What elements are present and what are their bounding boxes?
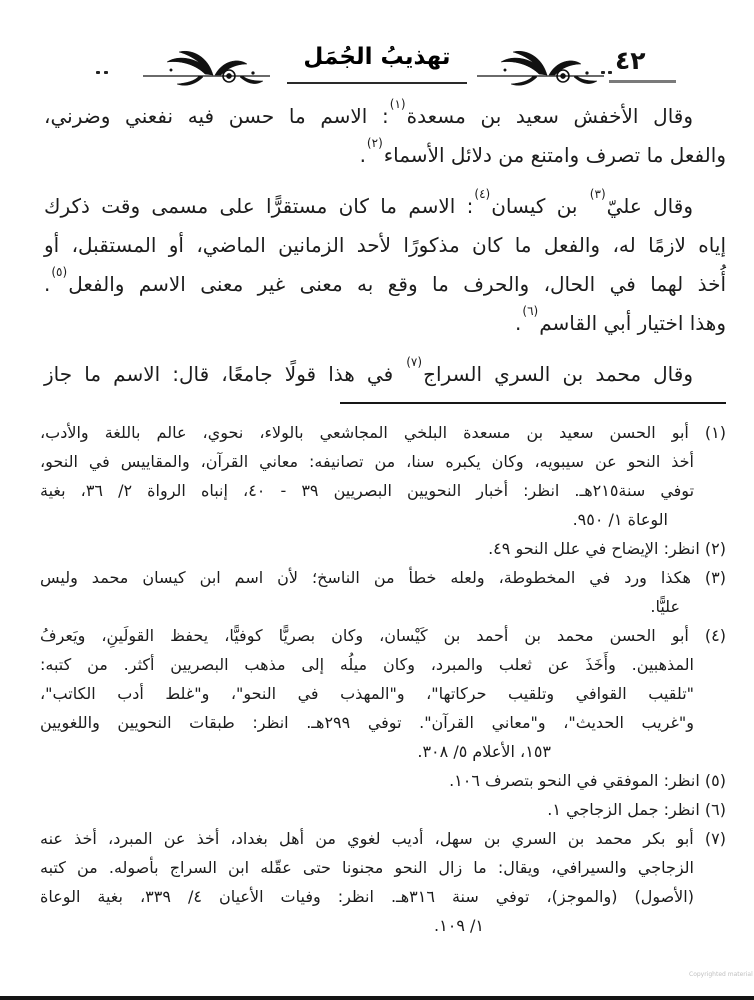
footnote-line: الوعاة ١/ ٩٥٠. [572,510,668,529]
footnote [40,534,726,563]
copyright-watermark: Copyrighted material [689,971,753,978]
footnote-separator [340,402,726,404]
book-title: تهذيبُ الجُمَل [303,44,451,70]
footnote-line: (٥) انظر: الموفقي في النحو بتصرف ١٠٦. [449,771,726,790]
footnote-line: (٧) أبو بكر محمد بن السري بن سهل، أديب لغوي من أهل بغداد، أخذ عن المبرد، أخذ عنه [40,829,726,848]
footnote-ref: (٧) [406,355,423,370]
footnote-line: (٣) هكذا ورد في المخطوطة، ولعله خطأ من الناسخ؛ لأن اسم ابن كيسان محمد وليس [40,568,726,587]
footnote-line: (الأصول) (والموجز)، توفي سنة ٣١٦هـ. انظر: وفيات الأعيان ٤/ ٣٣٩، بغية الوعاة [40,887,694,906]
header-dot [96,71,100,74]
floral-ornament-icon [477,50,604,92]
page-number: ٤٢ [615,46,646,75]
footnote [40,563,726,621]
footnote-ref: (٣) [589,187,606,202]
footnote-line: (٦) انظر: جمل الزجاجي ١. [547,800,726,819]
footnote-line: توفي سنة٢١٥هـ. انظر: أخبار النحويين البصريين ٣٩ - ٤٠، إنباه الرواة ٢/ ٣٦، بغية [40,481,695,500]
footnote-line: (٢) انظر: الإيضاح في علل النحو ٤٩. [488,539,726,558]
paragraph [44,97,726,175]
paragraph [44,355,726,394]
footnote-ref: (٦) [522,304,539,319]
footnotes [40,418,726,940]
footnote [40,418,726,534]
footnote-line: أخذ النحو عن سيبويه، وكان يكبره سنا، من تصانيفه: معاني القرآن، والمقاييس في النحو، [40,452,694,471]
text-line: أُخذ لهما في الحال، والحرف ما وقع به معنى غير معنى الاسم والفعل$^{(٥)}$. [44,265,726,296]
text-line: وهذا اختيار أبي القاسم$^{(٦)}$. [515,304,726,335]
footnote [40,621,726,766]
page-number-underline [609,80,676,83]
footnote-line: عليًّا. [650,597,680,616]
bottom-edge [0,996,754,1000]
main-text [44,97,726,394]
header-dot [601,71,605,74]
footnote-line: ١/ ١٠٩. [434,916,484,935]
footnote-line: (١) أبو الحسن سعيد بن مسعدة البلخي المجاشعي بالولاء، نحوي، عالم باللغة والأدب، [40,423,726,442]
footnote-line: الزجاجي والسيرافي، ويقال: ما زال النحو مجنونا حتى عقّله ابن السراج بأصوله. من كتبه [40,858,694,877]
footnote [40,824,726,940]
header-dot [104,71,108,74]
footnote-line: (٤) أبو الحسن محمد بن أحمد بن كَيْسان، وكان بصريًّا كوفيًّا، يحفظ القولَينِ، ويَعرفُ [40,626,726,645]
footnote-line: "تلقيب القوافي وتلقيب حركاتها"، و"المهذب في النحو"، و"غلط أدب الكاتب"، [40,684,694,703]
footnote-line: المذهبين. وأَخَذَ عن ثعلب والمبرد، وكان ميلُه إلى مذهب البصريين أكثر. من كتبه: [40,655,694,674]
footnote [40,766,726,795]
floral-ornament-icon [143,50,270,92]
text-line: إياه لازمًا له، والفعل ما كان مذكورًا لأحد الزمانين الماضي، أو المستقبل، أو [44,233,726,257]
text-line: وقال الأخفش سعيد بن مسعدة$^{(١)}$: الاسم ما حسن فيه نفعني وضرني، [44,97,694,128]
text-line: والفعل ما تصرف وامتنع من دلائل الأسماء$^{(٢)}$. [359,136,726,167]
title-underline [287,82,467,84]
footnote-ref: (١) [389,97,406,112]
footnote-line: ١٥٣، الأعلام ٥/ ٣٠٨. [417,742,551,761]
header-dot [608,71,612,74]
text-line: وقال محمد بن السري السراج$^{(٧)}$ في هذا قولًا جامعًا، قال: الاسم ما جاز [44,355,693,386]
paragraph [44,187,726,343]
footnote-ref: (٤) [474,187,491,202]
title-block [287,40,467,84]
footnote-ref: (٢) [366,136,383,151]
footnote [40,795,726,824]
footnote-ref: (٥) [51,265,68,280]
footnote-line: و"غريب الحديث"، و"معاني القرآن". توفي ٢٩٩هـ. انظر: طبقات النحويين واللغويين [40,713,695,732]
text-line: وقال عليّ$^{(٣)}$ بن كيسان$^{(٤)}$: الاسم ما كان مستقرًّا على مسمى وقت ذكرك [44,187,693,218]
